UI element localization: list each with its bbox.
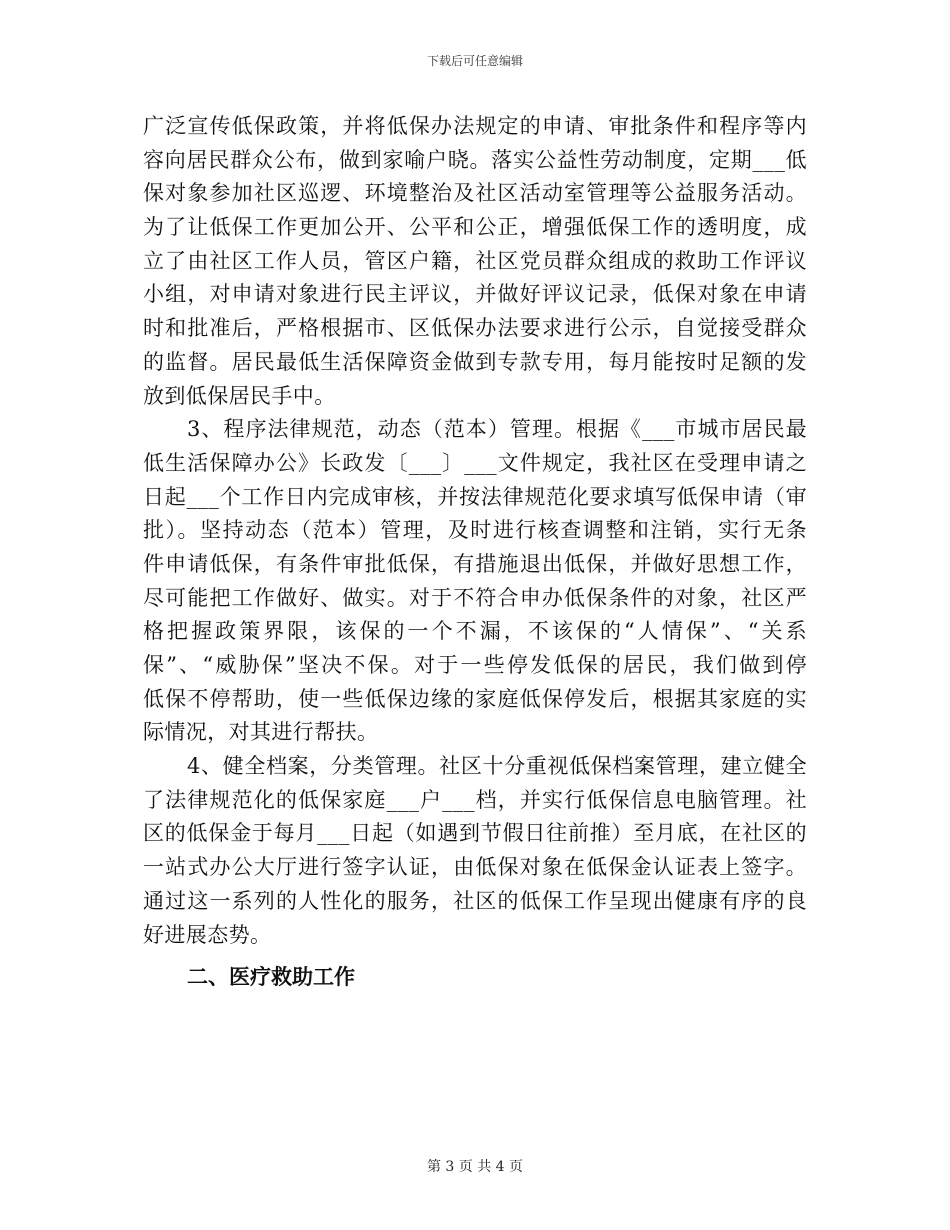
text-line: 低保不停帮助，使一些低保边缘的家庭低保停发后，根据其家庭的实 — [143, 686, 807, 711]
text-line: 日起___个工作日内完成审核，并按法律规范化要求填写低保申请（审 — [143, 484, 807, 509]
paragraph-2 — [143, 413, 807, 750]
text-line: 好进展态势。 — [143, 922, 272, 947]
paragraph-1 — [143, 110, 807, 413]
text-line: 4、健全档案，分类管理。社区十分重视低保档案管理，建立健全 — [187, 754, 807, 779]
text-line: 为了让低保工作更加公开、公平和公正，增强低保工作的透明度，成 — [143, 215, 807, 240]
text-line: 件申请低保，有条件审批低保，有措施退出低保，并做好思想工作， — [143, 551, 807, 576]
text-line: 批）。坚持动态（范本）管理，及时进行核查调整和注销，实行无条 — [143, 518, 807, 543]
document-body — [143, 110, 807, 994]
text-line: 际情况，对其进行帮扶。 — [143, 720, 379, 745]
text-line: 了法律规范化的低保家庭___户___档，并实行低保信息电脑管理。社 — [143, 787, 807, 812]
text-line: 立了由社区工作人员，管区户籍，社区党员群众组成的救助工作评议 — [143, 248, 807, 273]
text-line: 小组，对申请对象进行民主评议，并做好评议记录，低保对象在申请 — [143, 282, 807, 307]
text-line: 一站式办公大厅进行签字认证，由低保对象在低保金认证表上签字。 — [143, 855, 807, 880]
page-header: 下载后可任意编辑 — [426, 54, 523, 68]
paragraph-3 — [143, 750, 807, 952]
text-line: 广泛宣传低保政策，并将低保办法规定的申请、审批条件和程序等内 — [143, 114, 807, 138]
text-line: 放到低保居民手中。 — [143, 383, 336, 408]
text-line: 时和批准后，严格根据市、区低保办法要求进行公示，自觉接受群众 — [143, 316, 807, 341]
text-line: 保”、“威胁保”坚决不保。对于一些停发低保的居民，我们做到停 — [143, 653, 807, 677]
text-line: 低生活保障办公》长政发〔___〕___文件规定，我社区在受理申请之 — [143, 450, 807, 475]
text-line: 容向居民群众公布，做到家喻户晓。落实公益性劳动制度，定期___低 — [143, 147, 807, 172]
page-footer: 第 3 页 共 4 页 — [426, 1159, 524, 1175]
text-line: 区的低保金于每月___日起（如遇到节假日往前推）至月底，在社区的 — [143, 821, 807, 846]
text-line: 通过这一系列的人性化的服务，社区的低保工作呈现出健康有序的良 — [143, 888, 807, 913]
text-line: 格把握政策界限，该保的一个不漏，不该保的“人情保”、“关系 — [143, 619, 807, 644]
text-line: 的监督。居民最低生活保障资金做到专款专用，每月能按时足额的发 — [143, 349, 807, 374]
text-line: 3、程序法律规范，动态（范本）管理。根据《___市城市居民最 — [187, 417, 807, 442]
text-line: 保对象参加社区巡逻、环境整治及社区活动室管理等公益服务活动。 — [143, 181, 807, 206]
text-line: 尽可能把工作做好、做实。对于不符合申办低保条件的对象，社区严 — [143, 585, 807, 610]
section-heading: 二、医疗救助工作 — [187, 965, 355, 990]
